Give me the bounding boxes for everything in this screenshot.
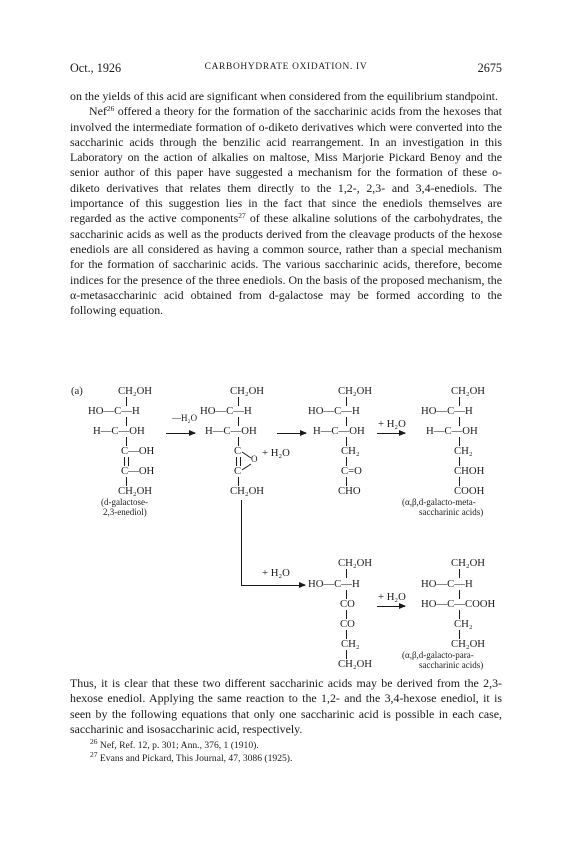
- nef-name: Nef: [89, 104, 107, 119]
- s1-c-oh-1: C—OH: [121, 445, 155, 457]
- s2-h-c-oh: H—C—OH: [205, 425, 257, 437]
- s5-co-1: CO: [340, 598, 355, 610]
- s4-ho-c-h: HO—C—H: [421, 405, 473, 417]
- paragraph-nef-b: of these alkaline solutions of the carbohydrates, the saccharinic acids as well as the products derived from the cleavage products of the hexose enediols are all considered as having a common source, rather than a special mechanism for the formation of saccharinic acids. The various saccharinic acids, therefore, become indices for the presence of the three enediols. On the basis of the proposed mechanism, the α-metasaccharinic acid obtained from d-galactose may be formed according to the following equation.: [70, 211, 502, 318]
- arrow-4: [271, 585, 305, 586]
- s5-ch2oh-bottom: CH₂OH: [338, 658, 373, 670]
- s1-ho-c-h: HO—C—H: [88, 405, 140, 417]
- paragraph-thus: Thus, it is clear that these two different saccharinic acids may be derived from the 2,3-hexose enediol. Applying the same reaction to the 1,2- and the 3,4-hexose enediol, it is seen by the following equations that only one saccharinic acid is possible in each case, saccharinic and isosaccharinic acid, respectively.: [70, 676, 502, 736]
- s3-c-eq-o: C=O: [341, 465, 362, 477]
- s6-caption-1: (α,β,d-galacto-para-: [402, 650, 474, 660]
- plus-h2o-3: + H₂O: [262, 567, 290, 579]
- s1-caption-2: 2,3-enediol): [103, 507, 147, 517]
- s6-ch2oh-top: CH₂OH: [451, 557, 486, 569]
- paragraph-continuation: on the yields of this acid are significant when considered from the equilibrium standpoint.: [70, 89, 498, 103]
- s4-ch2: CH₂: [454, 445, 473, 457]
- scheme-label: (a): [71, 385, 83, 397]
- footnote-26-text: Nef, Ref. 12, p. 301; Ann., 376, 1 (1910).: [99, 740, 259, 751]
- s2-c-upper: C: [234, 445, 242, 457]
- minus-h2o-label: —H₂O: [172, 413, 198, 423]
- s5-ho-c-h: HO—C—H: [308, 578, 360, 590]
- s1-c-oh-2: C—OH: [121, 465, 155, 477]
- footnote-26: [90, 739, 502, 752]
- footnote-ref-26: 26: [106, 104, 115, 114]
- s4-caption-2: saccharinic acids): [419, 507, 484, 517]
- s6-caption-2: saccharinic acids): [419, 660, 484, 670]
- arrow-3: [377, 433, 405, 434]
- plus-h2o-1: + H₂O: [262, 447, 290, 459]
- s4-h-c-oh: H—C—OH: [426, 425, 478, 437]
- plus-h2o-4: + H₂O: [378, 591, 406, 603]
- s5-ch2: CH₂: [341, 638, 360, 650]
- footnote-27-text: Evans and Pickard, This Journal, 47, 3086 (1925).: [99, 753, 293, 764]
- s6-ho-c-h: HO—C—H: [421, 578, 473, 590]
- s5-ch2oh-top: CH₂OH: [338, 557, 373, 569]
- s4-cooh: COOH: [454, 485, 485, 497]
- footnotes: [90, 739, 502, 765]
- s6-bond: [459, 569, 460, 578]
- header-date: Oct., 1926: [70, 61, 122, 75]
- s5-bond: [346, 569, 347, 578]
- s6-ho-c-cooh: HO—C—COOH: [421, 598, 496, 610]
- s2-ch2oh-bottom: CH₂OH: [230, 485, 265, 497]
- concluding-paragraph: [70, 676, 502, 737]
- s3-ho-c-h: HO—C—H: [308, 405, 360, 417]
- plus-h2o-2: + H₂O: [378, 418, 406, 430]
- s5-co-2: CO: [340, 618, 355, 630]
- footnote-27-number: 27: [90, 750, 98, 759]
- s2-ring-oxygen: O: [251, 454, 258, 464]
- s1-caption-1: (d-galactose-: [101, 497, 148, 507]
- branch-connector: [241, 585, 271, 586]
- s4-caption-1: (α,β,d-galacto-meta-: [402, 497, 476, 507]
- arrow-5: [377, 606, 405, 607]
- footnote-26-number: 26: [90, 737, 98, 746]
- page-number: 2675: [477, 61, 502, 75]
- s3-cho: CHO: [338, 485, 361, 497]
- arrow-2: [277, 433, 306, 434]
- s2-c-lower: C: [234, 465, 242, 477]
- header-title: CARBOHYDRATE OXIDATION. IV: [204, 62, 368, 72]
- s4-choh: CHOH: [454, 465, 485, 477]
- s1-ch2oh-bottom: CH₂OH: [118, 485, 153, 497]
- footnote-27: [90, 752, 502, 765]
- paragraph-nef-a: offered a theory for the formation of the saccharinic acids from the hexoses that involved the intermediate formation of o-diketo derivatives which were converted into the saccharinic acids through the benzilic acid rearrangement. In an investigation in this Laboratory on the action of alkalies on maltose, Miss Marjorie Pickard Benoy and the senior author of this paper have suggested a mechanism for the formation of these o-diketo derivatives that relates them directly to the 1,2-, 2,3- and 3,4-enediols. The importance of this suggestion lies in the fact that since the enediols themselves are regarded as the active components: [70, 104, 502, 226]
- s6-ch2oh-bottom: CH₂OH: [451, 638, 486, 650]
- s4-ch2oh-top: CH₂OH: [451, 385, 486, 397]
- s2-ch2oh-top: CH₂OH: [230, 385, 265, 397]
- s6-ch2: CH₂: [454, 618, 473, 630]
- footnote-ref-27: 27: [238, 211, 246, 221]
- s1-h-c-oh: H—C—OH: [93, 425, 145, 437]
- s3-ch2oh-top: CH₂OH: [338, 385, 373, 397]
- s2-ho-c-h: HO—C—H: [200, 405, 252, 417]
- s1-ch2oh-top: CH₂OH: [118, 385, 153, 397]
- branch-line: [241, 500, 242, 586]
- s3-ch2: CH₂: [341, 445, 360, 457]
- s3-h-c-oh: H—C—OH: [313, 425, 365, 437]
